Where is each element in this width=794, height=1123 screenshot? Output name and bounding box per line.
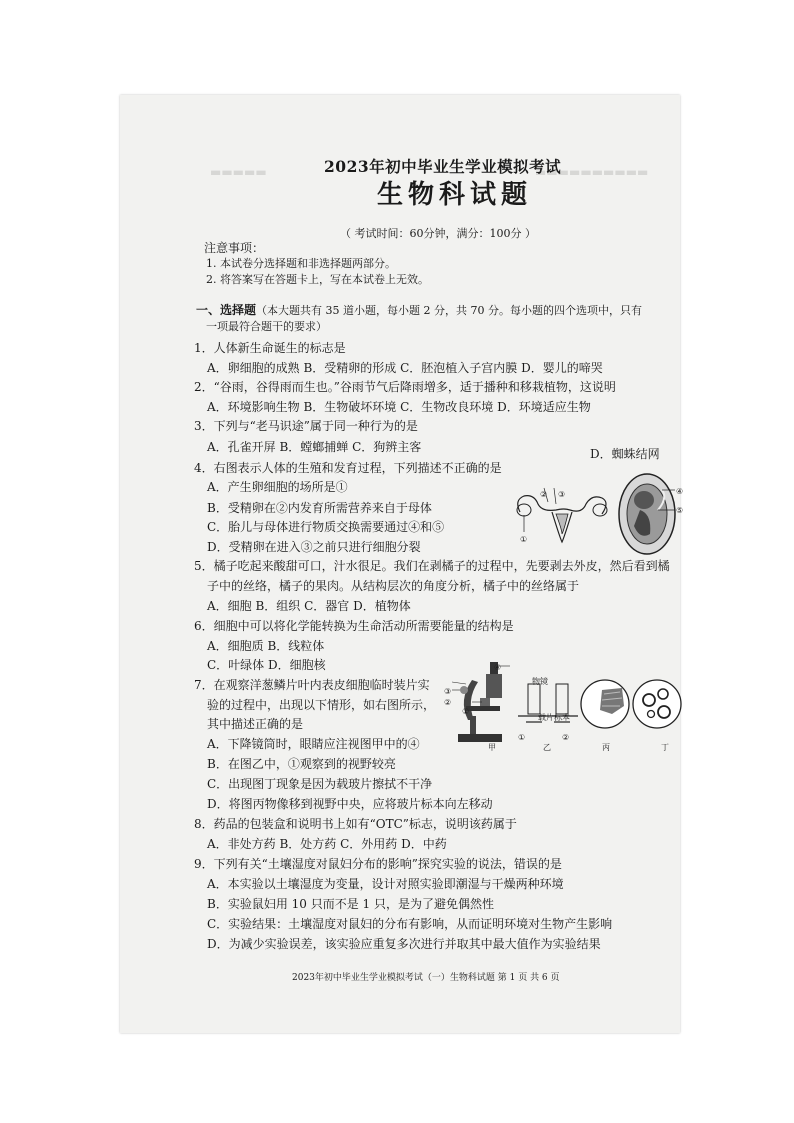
question-9-option-b: B．实验鼠妇用 10 只而不是 1 只，是为了避免偶然性 xyxy=(207,897,494,911)
question-4-option-a: A．产生卵细胞的场所是① xyxy=(207,480,348,494)
exam-time-info: （ 考试时间：60分钟，满分：100分 ） xyxy=(340,227,536,240)
figure-label: ② xyxy=(562,733,570,742)
question-7-option-a: A．下降镜筒时，眼睛应注视图甲中的④ xyxy=(207,737,420,751)
figure-label: ② xyxy=(540,490,548,499)
figure-label: ④ xyxy=(676,487,684,496)
figure-label: ① xyxy=(520,535,528,544)
figure-label: 丁 xyxy=(661,743,669,752)
bleed-through-text: ▬▬▬▬▬▬▬▬▬▬ xyxy=(535,165,649,179)
question-7-option-b: B．在图乙中，①观察到的视野较亮 xyxy=(207,757,396,771)
figure-label: 物镜 xyxy=(532,677,548,686)
page-footer: 2023年初中毕业生学业模拟考试（一）生物科试题 第 1 页 共 6 页 xyxy=(292,973,560,983)
notice-item: 2. 将答案写在答题卡上，写在本试卷上无效。 xyxy=(206,273,429,286)
question-7-option-d: D．将图丙物像移到视野中央，应将玻片标本向左移动 xyxy=(207,797,493,811)
figure-label: ① xyxy=(518,733,526,742)
question-3-stem: 3．下列与“老马识途”属于同一种行为的是 xyxy=(194,419,418,433)
question-9-option-d: D．为减少实验误差，该实验应重复多次进行并取其中最大值作为实验结果 xyxy=(207,937,601,951)
notice-heading: 注意事项： xyxy=(204,241,265,255)
question-4-stem: 4．右图表示人体的生殖和发育过程，下列描述不正确的是 xyxy=(194,461,502,475)
question-1-options: A．卵细胞的成熟 B．受精卵的形成 C．胚泡植入子宫内膜 D．婴儿的啼哭 xyxy=(207,361,603,375)
question-9-stem: 9．下列有关“土壤湿度对鼠妇分布的影响”探究实验的说法，错误的是 xyxy=(194,857,562,871)
figure-label: ① xyxy=(462,707,470,716)
bleed-through-text: ▬▬▬▬▬ xyxy=(210,165,267,179)
question-7-stem: 7．在观察洋葱鳞片叶内表皮细胞临时装片实 xyxy=(194,678,430,692)
question-4-option-c: C．胎儿与母体进行物质交换需要通过④和⑤ xyxy=(207,520,445,534)
figure-label: ④ xyxy=(494,663,502,672)
figure-label: 乙 xyxy=(543,743,551,752)
question-2-options: A．环境影响生物 B．生物破坏环境 C．生物改良环境 D．环境适应生物 xyxy=(207,400,591,414)
question-6-options-ab: A．细胞质 B．线粒体 xyxy=(207,639,325,653)
question-2-stem: 2．“谷雨，谷得雨而生也。”谷雨节气后降雨增多，适于播种和移栽植物，这说明 xyxy=(194,380,616,394)
question-9-option-c: C．实验结果：土壤湿度对鼠妇的分布有影响，从而证明环境对生物产生影响 xyxy=(207,917,613,931)
question-7-option-c: C．出现图丁现象是因为载玻片擦拭不干净 xyxy=(207,777,433,791)
question-7-stem-cont: 其中描述正确的是 xyxy=(207,717,304,731)
section-title: 一、选择题 xyxy=(196,303,257,317)
figure-label: ③ xyxy=(558,490,566,499)
question-3-option-d: D．蜘蛛结网 xyxy=(590,447,660,461)
question-6-options-cd: C．叶绿体 D．细胞核 xyxy=(207,658,326,672)
figure-label: ③ xyxy=(444,687,452,696)
question-9-option-a: A．本实验以土壤湿度为变量，设计对照实验即潮湿与干燥两种环境 xyxy=(207,877,564,891)
question-1-stem: 1．人体新生命诞生的标志是 xyxy=(194,341,346,355)
question-6-stem: 6．细胞中可以将化学能转换为生命活动所需要能量的结构是 xyxy=(194,619,514,633)
question-5-options: A．细胞 B．组织 C．器官 D．植物体 xyxy=(207,599,411,613)
question-5-stem: 5．橘子吃起来酸甜可口，汁水很足。我们在剥橘子的过程中，先要剥去外皮，然后看到橘 xyxy=(194,559,670,573)
figure-label: ② xyxy=(444,698,452,707)
notice-item: 1. 本试卷分选择题和非选择题两部分。 xyxy=(206,257,396,270)
section-heading xyxy=(196,302,642,319)
section-desc-cont: 一项最符合题干的要求） xyxy=(206,320,327,333)
question-8-options: A．非处方药 B．处方药 C．外用药 D．中药 xyxy=(207,837,447,851)
question-7-stem-cont: 验的过程中，出现以下情形，如右图所示， xyxy=(207,698,436,712)
question-4-option-d: D．受精卵在进入③之前只进行细胞分裂 xyxy=(207,540,421,554)
figure-label: 丙 xyxy=(602,743,610,752)
question-8-stem: 8．药品的包装盒和说明书上如有“OTC”标志，说明该药属于 xyxy=(194,817,517,831)
figure-label: 甲 xyxy=(488,743,496,752)
figure-label: ⑤ xyxy=(676,506,684,515)
section-desc: （本大题共有 35 道小题，每小题 2 分，共 70 分。每小题的四个选项中，只有 xyxy=(256,304,642,317)
figure-label: 载片标本 xyxy=(538,713,570,722)
subject-title: 生物科试题 xyxy=(377,180,533,210)
question-3-options: A．孔雀开屏 B．螳螂捕蝉 C．狗辨主客 xyxy=(207,440,422,454)
exam-title: 2023年初中毕业生学业模拟考试 xyxy=(324,157,562,176)
reproduction-diagram xyxy=(512,470,687,562)
question-4-option-b: B．受精卵在②内发育所需营养来自于母体 xyxy=(207,501,432,515)
question-5-stem-cont: 子中的丝络，橘子的果肉。从结构层次的角度分析，橘子中的丝络属于 xyxy=(207,579,580,593)
